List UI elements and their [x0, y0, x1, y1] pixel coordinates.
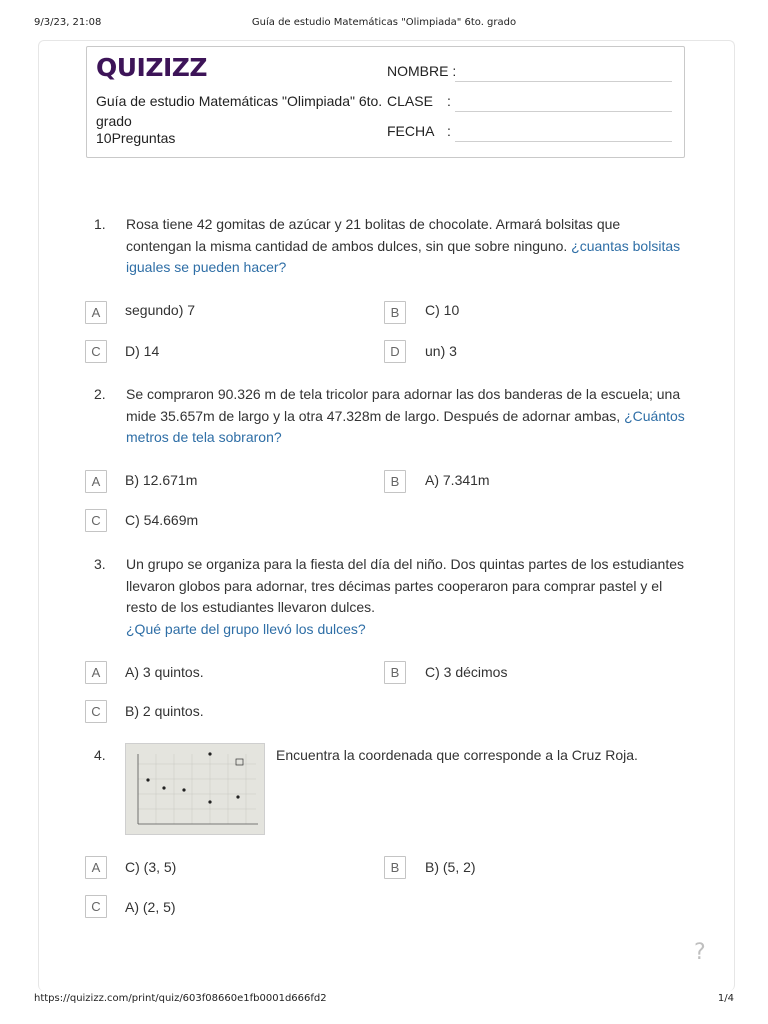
nombre-label: NOMBRE : — [387, 63, 457, 79]
question-text — [126, 214, 686, 279]
option-text: un) 3 — [425, 343, 457, 359]
question-text — [126, 554, 686, 640]
option-text: A) 7.341m — [425, 472, 490, 488]
print-doc-title: Guía de estudio Matemáticas "Olimpiada" 6to. grado — [251, 17, 517, 28]
option-letter-box[interactable]: A — [85, 470, 107, 493]
print-datetime: 9/3/23, 21:08 — [34, 17, 102, 28]
print-page-number: 1/4 — [717, 993, 734, 1004]
option-text: A) (2, 5) — [125, 899, 176, 915]
option-text: C) 10 — [425, 302, 460, 318]
option-text: B) 2 quintos. — [125, 703, 204, 719]
clase-label: CLASE — [387, 93, 433, 109]
option-letter-box[interactable]: A — [85, 661, 107, 684]
clase-line — [455, 111, 672, 112]
option-letter-box[interactable]: C — [85, 895, 107, 918]
fecha-colon: : — [447, 123, 451, 139]
clase-colon: : — [447, 93, 451, 109]
question-number: 2. — [94, 386, 106, 402]
option-text: segundo) 7 — [125, 302, 196, 318]
fecha-line — [455, 141, 672, 142]
coordinate-map-image — [125, 743, 265, 835]
option-text: C) (3, 5) — [125, 859, 177, 875]
print-url[interactable]: https://quizizz.com/print/quiz/603f08660e1fb0001d666fd2 — [34, 993, 327, 1004]
question-number: 4. — [94, 747, 106, 763]
option-letter-box[interactable]: C — [85, 340, 107, 363]
option-text: C) 54.669m — [125, 512, 199, 528]
option-letter-box[interactable]: C — [85, 509, 107, 532]
question-link: ¿Qué parte del grupo llevó los dulces? — [126, 620, 366, 637]
question-text — [276, 745, 686, 767]
nombre-line — [455, 81, 672, 82]
option-text: B) 12.671m — [125, 472, 198, 488]
quiz-title: Guía de estudio Matemáticas "Olimpiada" 6to. grado — [96, 93, 383, 129]
option-letter-box[interactable]: B — [384, 470, 406, 493]
help-icon[interactable]: ? — [694, 940, 706, 965]
option-letter-box[interactable]: D — [384, 340, 406, 363]
option-letter-box[interactable]: B — [384, 301, 406, 324]
option-letter-box[interactable]: B — [384, 856, 406, 879]
question-text — [126, 384, 686, 449]
fecha-label: FECHA — [387, 123, 435, 139]
question-body: Encuentra la coordenada que corresponde a la Cruz Roja. — [276, 747, 638, 763]
option-text: B) (5, 2) — [425, 859, 476, 875]
question-link: ¿cuantas bolsitas iguales se pueden hacer? — [126, 237, 681, 275]
option-text: A) 3 quintos. — [125, 664, 204, 680]
option-text: D) 14 — [125, 343, 160, 359]
question-body: Se compraron 90.326 m de tela tricolor para adornar las dos banderas de la escuela; una mide 35.657m de largo y la otra 47.328m de largo. Después de adornar ambas, — [126, 386, 681, 424]
option-letter-box[interactable]: C — [85, 700, 107, 723]
quizizz-logo: QUIZIZZ — [96, 53, 208, 82]
option-text: C) 3 décimos — [425, 664, 508, 680]
option-letter-box[interactable]: B — [384, 661, 406, 684]
question-number: 3. — [94, 556, 106, 572]
question-link: ¿Cuántos metros de tela sobraron? — [126, 407, 685, 445]
option-letter-box[interactable]: A — [85, 301, 107, 324]
question-body: Un grupo se organiza para la fiesta del día del niño. Dos quintas partes de los estudiantes llevaron globos para adornar, tres décimas partes cooperaron para comprar pastel y el resto de los estudiantes llevaron dulces. — [126, 556, 685, 615]
question-count: 10Preguntas — [96, 130, 176, 146]
question-number: 1. — [94, 216, 106, 232]
option-letter-box[interactable]: A — [85, 856, 107, 879]
question-body: Rosa tiene 42 gomitas de azúcar y 21 bolitas de chocolate. Armará bolsitas que contengan la misma cantidad de ambos dulces, sin que sobre ninguno. — [126, 216, 621, 254]
